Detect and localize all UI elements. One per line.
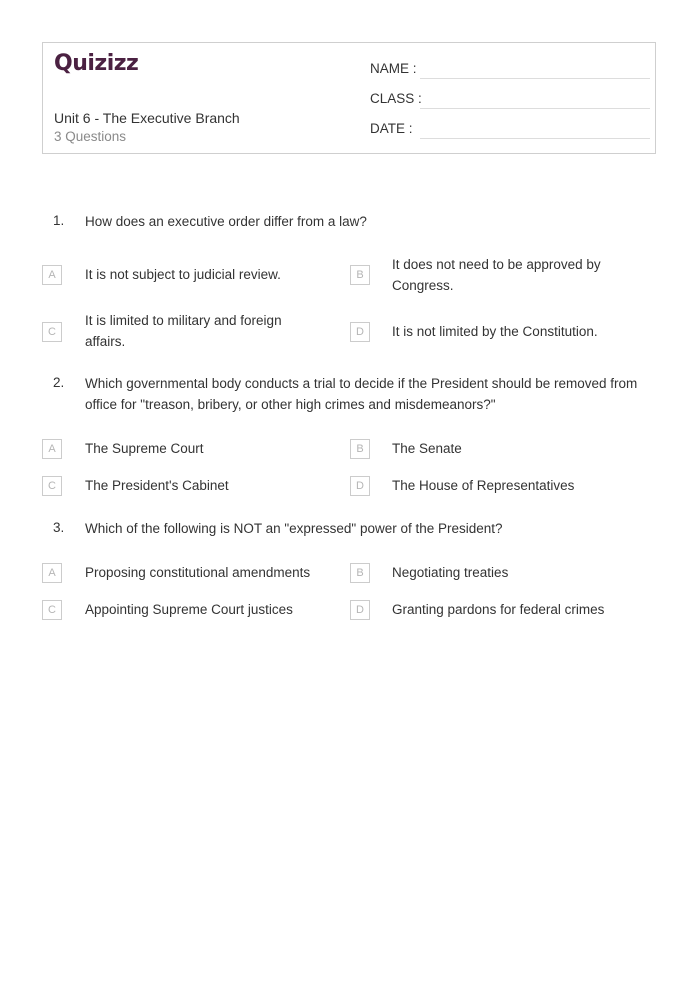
q1-option-b-box[interactable]: B <box>350 265 370 285</box>
name-field[interactable] <box>370 59 650 79</box>
q3-option-a-text: Proposing constitutional amendments <box>85 565 311 580</box>
date-field[interactable] <box>370 119 650 139</box>
q1-option-c-text: It is limited to military and foreign affairs. <box>85 313 282 349</box>
worksheet-title: Unit 6 - The Executive Branch <box>54 110 240 126</box>
question-3-text: Which of the following is NOT an "expressed" power of the President? <box>85 521 503 536</box>
question-1-text: How does an executive order differ from a law? <box>85 214 367 229</box>
question-2-number: 2. <box>53 375 65 390</box>
q3-option-b-box[interactable]: B <box>350 563 370 583</box>
q1-option-d-box[interactable]: D <box>350 322 370 342</box>
q2-option-a-box[interactable]: A <box>42 439 62 459</box>
q3-option-b-text: Negotiating treaties <box>392 565 509 580</box>
question-3-number: 3. <box>53 520 65 535</box>
q2-option-d-box[interactable]: D <box>350 476 370 496</box>
question-2-text: Which governmental body conducts a trial to decide if the President should be removed from office for "treason, bribery, or other high crimes and misdemeanors?" <box>85 376 638 412</box>
date-label: DATE : <box>370 121 413 136</box>
q1-option-b-text: It does not need to be approved by Congress. <box>392 257 601 293</box>
name-label: NAME : <box>370 61 417 76</box>
q2-option-b-text: The Senate <box>392 441 462 456</box>
q2-option-a-text: The Supreme Court <box>85 441 204 456</box>
q2-option-c-text: The President's Cabinet <box>85 478 229 493</box>
question-count: 3 Questions <box>54 129 127 144</box>
date-line[interactable] <box>420 138 650 139</box>
class-field[interactable] <box>370 89 650 109</box>
worksheet-header <box>42 42 656 154</box>
q3-option-c-text: Appointing Supreme Court justices <box>85 602 293 617</box>
class-label: CLASS : <box>370 91 422 106</box>
q1-option-d-text: It is not limited by the Constitution. <box>392 324 598 339</box>
q3-option-c-box[interactable]: C <box>42 600 62 620</box>
question-1-number: 1. <box>53 213 65 228</box>
quizizz-logo: Quizizz <box>54 51 139 76</box>
name-line[interactable] <box>420 78 650 79</box>
q3-option-d-box[interactable]: D <box>350 600 370 620</box>
q1-option-a-box[interactable]: A <box>42 265 62 285</box>
q2-option-b-box[interactable]: B <box>350 439 370 459</box>
class-line[interactable] <box>420 108 650 109</box>
q2-option-d-text: The House of Representatives <box>392 478 575 493</box>
q1-option-a-text: It is not subject to judicial review. <box>85 267 281 282</box>
q1-option-c-box[interactable]: C <box>42 322 62 342</box>
q3-option-d-text: Granting pardons for federal crimes <box>392 602 605 617</box>
q3-option-a-box[interactable]: A <box>42 563 62 583</box>
q2-option-c-box[interactable]: C <box>42 476 62 496</box>
